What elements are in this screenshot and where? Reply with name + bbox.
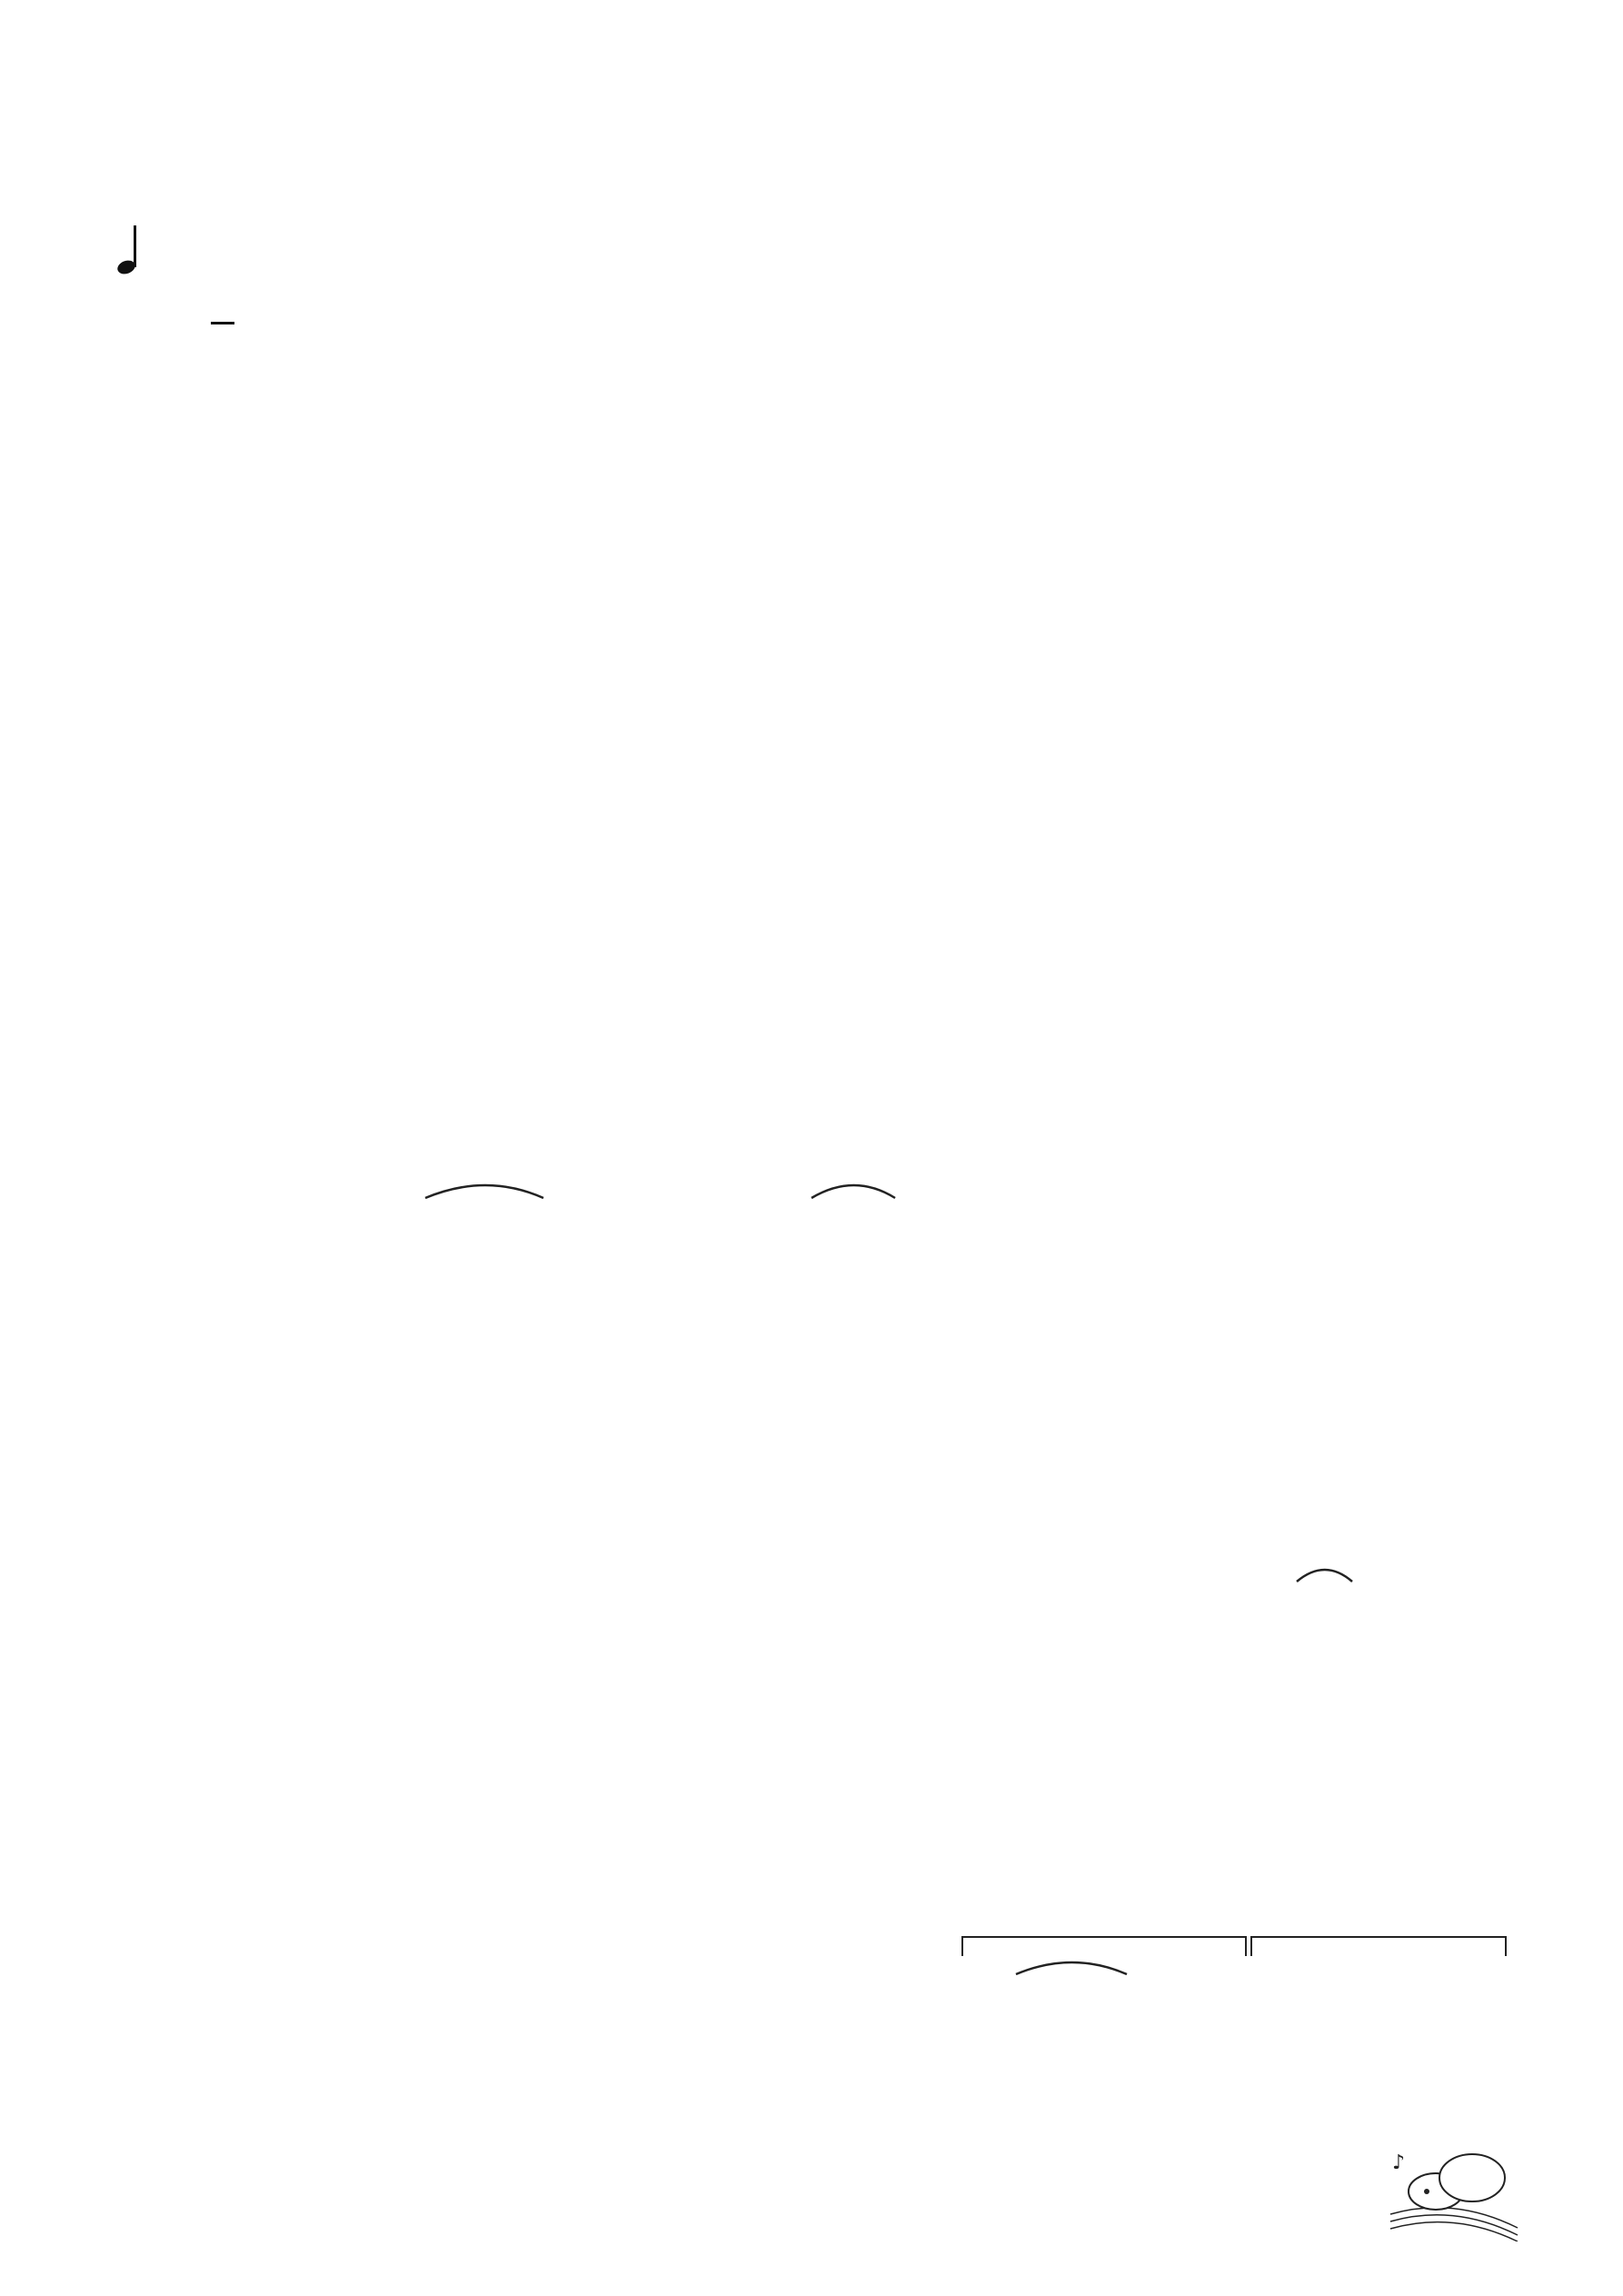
- tie-arc: [812, 1185, 895, 1198]
- tie-arc: [1016, 1962, 1127, 1974]
- publisher-logo: [1381, 2141, 1527, 2245]
- svg-text:♪: ♪: [1392, 2151, 1406, 2174]
- sheep-logo-icon: [1381, 2141, 1527, 2241]
- tie-arc: [425, 1185, 543, 1198]
- tie-arc: [1297, 1570, 1352, 1582]
